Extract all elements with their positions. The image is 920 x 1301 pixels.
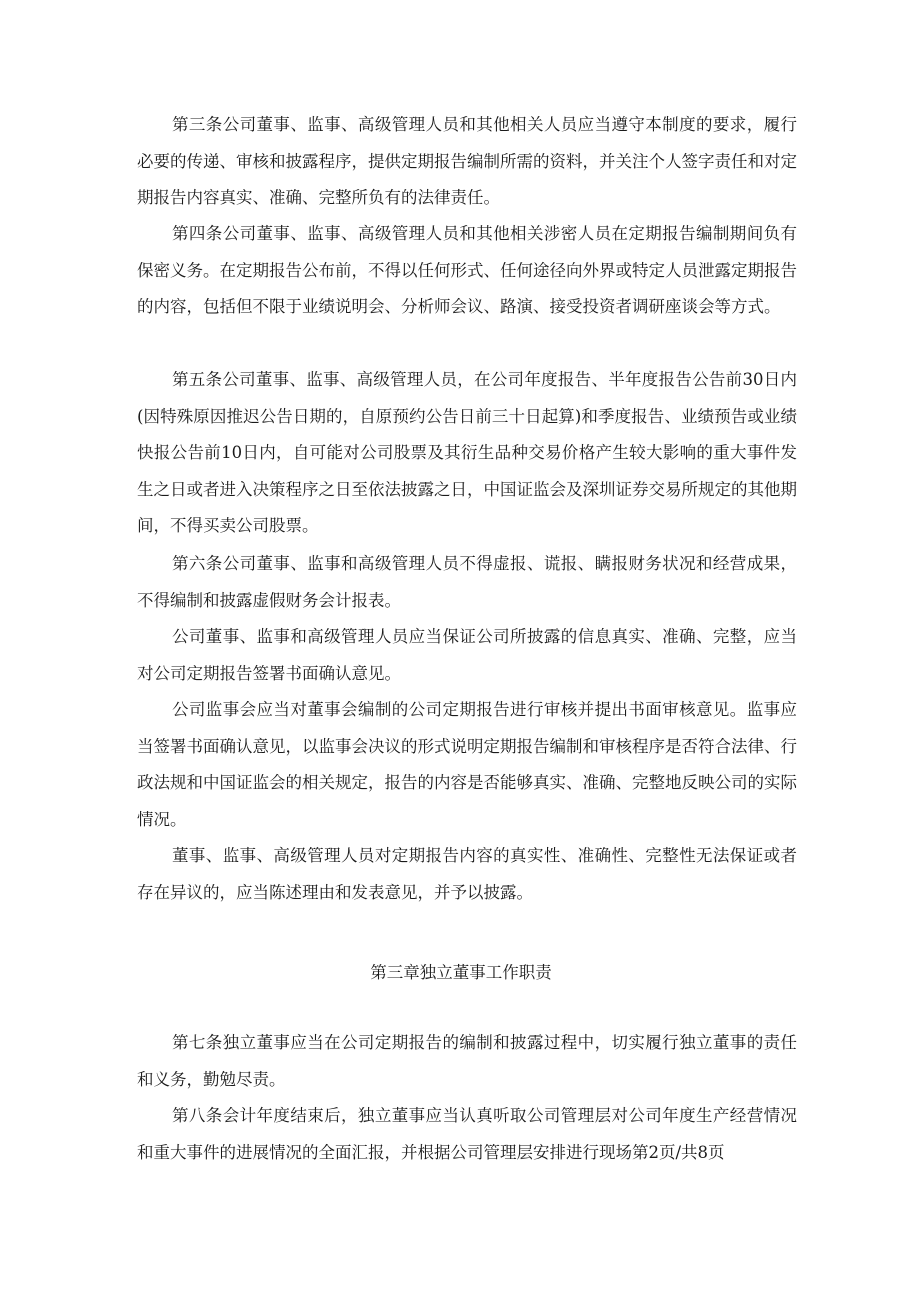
article-3-paragraph: 第三条公司董事、监事、高级管理人员和其他相关人员应当遵守本制度的要求，履行必要的传递、审核和披露程序，提供定期报告编制所需的资料，并关注个人签字责任和对定期报告内容真实、准确、完整所负有的法律责任。: [137, 115, 797, 207]
page-number: 第2页/共8页: [632, 1142, 725, 1162]
article-6-paragraph: 第六条公司董事、监事和高级管理人员不得虚报、谎报、瞒报财务状况和经营成果，不得编制和披露虚假财务会计报表。: [137, 554, 797, 610]
supervisory-board-paragraph: 公司监事会应当对董事会编制的公司定期报告进行审核并提出书面审核意见。监事应当签署书面确认意见，以监事会决议的形式说明定期报告编制和审核程序是否符合法律、行政法规和中国证监会的相关规定，报告的内容是否能够真实、准确、完整地反映公司的实际情况。: [137, 700, 797, 829]
chapter-heading: 第三章独立董事工作职责: [370, 963, 552, 982]
objection-paragraph: 董事、监事、高级管理人员对定期报告内容的真实性、准确性、完整性无法保证或者存在异议的，应当陈述理由和发表意见，并予以披露。: [137, 846, 797, 902]
article-4-paragraph: 第四条公司董事、监事、高级管理人员和其他相关涉密人员在定期报告编制期间负有保密义务。在定期报告公布前，不得以任何形式、任何途径向外界或特定人员泄露定期报告的内容，包括但不限于业绩说明会、分析师会议、路演、接受投资者调研座谈会等方式。: [137, 224, 797, 316]
article-8-paragraph: [137, 1098, 797, 1171]
article-8-text: 第八条会计年度结束后，独立董事应当认真听取公司管理层对公司年度生产经营情况和重大事件的进展情况的全面汇报，并根据公司管理层安排进行现场: [137, 1106, 797, 1162]
article-7-paragraph: 第七条独立董事应当在公司定期报告的编制和披露过程中，切实履行独立董事的责任和义务，勤勉尽责。: [137, 1033, 797, 1089]
directors-assurance-paragraph: 公司董事、监事和高级管理人员应当保证公司所披露的信息真实、准确、完整，应当对公司定期报告签署书面确认意见。: [137, 627, 797, 683]
article-5-paragraph: 第五条公司董事、监事、高级管理人员，在公司年度报告、半年度报告公告前30日内(因特殊原因推迟公告日期的，自原预约公告日前三十日起算)和季度报告、业绩预告或业绩快报公告前10日内，自可能对公司股票及其衍生品种交易价格产生较大影响的重大事件发生之日或者进入决策程序之日至依法披露之日，中国证监会及深圳证券交易所规定的其他期间，不得买卖公司股票。: [137, 370, 797, 535]
